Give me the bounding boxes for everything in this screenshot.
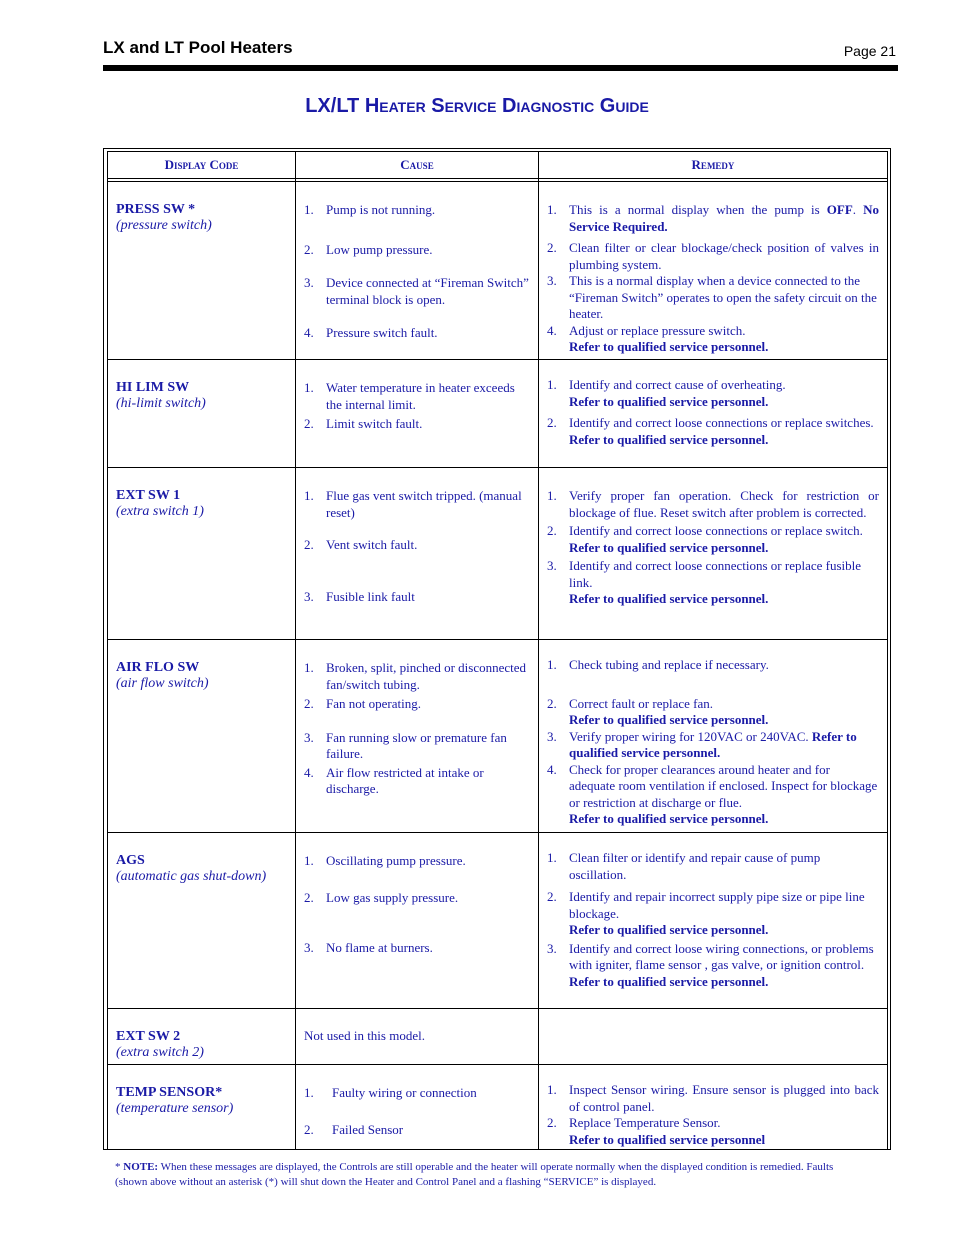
display-code: EXT SW 2 <box>116 1029 181 1044</box>
cause-item: 3. Fan running slow or premature fan failure. <box>304 729 507 761</box>
cause-item: 2. Failed Sensor <box>304 1121 404 1137</box>
remedy-item: 2. Correct fault or replace fan. Refer to qualified service personnel. <box>547 695 769 727</box>
remedy-item: 3. Identify and correct loose wiring connections, or problems with igniter, flame sensor , gas valve, or ignition control. Refer to qualified service personnel. <box>547 940 874 989</box>
remedy-item: 2. Replace Temperature Sensor. Refer to qualified service personnel <box>547 1115 766 1147</box>
display-code-desc: (pressure switch) <box>116 218 212 233</box>
cause-item: 3. Device connected at “Fireman Switch” terminal block is open. <box>304 275 529 307</box>
cause-item: 1. Pump is not running. <box>304 202 436 217</box>
display-code-cell <box>108 640 296 833</box>
cause-cell <box>296 640 539 833</box>
display-code-cell <box>108 468 296 640</box>
remedy-item: 1. Verify proper fan operation. Check for restriction or blockage of flue. Reset switch after problem is corrected. <box>547 488 879 520</box>
remedy-item: 1. Identify and correct cause of overheating. Refer to qualified service personnel. <box>547 377 786 409</box>
cause-cell <box>296 468 539 640</box>
cause-item: 2. Vent switch fault. <box>304 537 418 552</box>
cause-item: 2. Fan not operating. <box>304 696 421 711</box>
display-code: EXT SW 1 <box>116 488 181 503</box>
display-code: AGS <box>116 853 145 868</box>
document-title: LX and LT Pool Heaters <box>103 38 293 57</box>
remedy-item: 2. Clean filter or clear blockage/check position of valves in plumbing system. <box>547 240 879 272</box>
display-code-desc: (air flow switch) <box>116 676 209 691</box>
remedy-item: 1. Clean filter or identify and repair cause of pump oscillation. <box>547 850 821 882</box>
cause-item: 4. Pressure switch fault. <box>304 325 438 340</box>
remedy-item: 1. Inspect Sensor wiring. Ensure sensor is plugged into back of control panel. <box>547 1082 879 1114</box>
display-code-cell <box>108 182 296 360</box>
cause-item: 3. Fusible link fault <box>304 588 415 604</box>
remedy-item: 4. Adjust or replace pressure switch. Refer to qualified service personnel. <box>547 322 769 354</box>
footnote: * NOTE: When these messages are displayed, the Controls are still operable and the heater will operate normally when the displayed condition is remedied. Faults (shown above without an asterisk (*) will shut down the Heater and Control Panel and a flashing “SERVICE” is displayed. <box>115 1161 834 1188</box>
remedy-cell <box>539 360 888 468</box>
display-code-desc: (hi-limit switch) <box>116 396 206 411</box>
cause-item: 1. Broken, split, pinched or disconnected fan/switch tubing. <box>304 660 527 692</box>
col-header-cause: Cause <box>296 152 539 179</box>
display-code: TEMP SENSOR* <box>116 1085 223 1100</box>
display-code: PRESS SW * <box>116 202 196 217</box>
cause-item: 1. Flue gas vent switch tripped. (manual reset) <box>304 488 522 520</box>
header-rule <box>103 65 898 71</box>
cause-item: 3. No flame at burners. <box>304 940 433 955</box>
cause-cell <box>296 833 539 1009</box>
remedy-item: 3. Identify and correct loose connections or replace fusible link. Refer to qualified service personnel. <box>547 558 862 606</box>
diagnostic-table-frame <box>103 148 891 1150</box>
display-code-desc: (extra switch 1) <box>116 504 204 519</box>
remedy-item: 4. Check for proper clearances around heater and for adequate room ventilation if enclosed. Inspect for blockage or restriction at discharge or flue. Refer to qualified service personnel. <box>547 761 878 826</box>
cause-item: 1. Water temperature in heater exceeds the internal limit. <box>304 380 515 412</box>
table-row <box>108 182 888 360</box>
remedy-item: 1. Check tubing and replace if necessary. <box>547 657 769 672</box>
remedy-cell <box>539 468 888 640</box>
remedy-item: 3. Verify proper wiring for 120VAC or 240VAC. Refer to qualified service personnel. <box>547 728 857 760</box>
table-row <box>108 468 888 640</box>
cause-cell <box>296 182 539 360</box>
display-code: AIR FLO SW <box>116 660 200 675</box>
display-code-desc: (automatic gas shut-down) <box>116 869 267 884</box>
remedy-cell <box>539 182 888 360</box>
cause-cell <box>296 1009 539 1065</box>
cause-cell <box>296 1065 539 1150</box>
guide-title: LX/LT Heater Service Diagnostic Guide <box>305 95 649 117</box>
cause-item: 2. Low gas supply pressure. <box>304 889 459 905</box>
diagnostic-table <box>107 151 888 1150</box>
footnote-label: NOTE: <box>123 1161 159 1173</box>
col-header-display-code: Display Code <box>108 152 296 179</box>
display-code-desc: (temperature sensor) <box>116 1101 234 1116</box>
display-code-desc: (extra switch 2) <box>116 1045 204 1060</box>
remedy-cell <box>539 640 888 833</box>
remedy-item: 1. This is a normal display when the pump is OFF. No Service Required. <box>547 202 879 234</box>
display-code-cell <box>108 1065 296 1150</box>
cause-item: 2. Low pump pressure. <box>304 241 433 257</box>
cause-item: 1. Faulty wiring or connection <box>304 1085 477 1100</box>
table-row <box>108 640 888 833</box>
page-number: Page 21 <box>843 43 896 59</box>
remedy-cell <box>539 1009 888 1065</box>
remedy-item: 2. Identify and repair incorrect supply pipe size or pipe line blockage. Refer to qualified service personnel. <box>547 889 865 937</box>
cause-item: 1. Oscillating pump pressure. <box>304 853 466 868</box>
display-code: HI LIM SW <box>116 380 190 395</box>
col-header-remedy: Remedy <box>539 152 888 179</box>
footnote-text: When these messages are displayed, the Controls are still operable and the heater will operate normally when the displayed condition is remedied. Faults (shown above without an asterisk (*) will shut down the Heater and Control Panel and a flashing “SERVICE” is displayed. <box>115 1161 834 1188</box>
cause-item: 2. Limit switch fault. <box>304 416 423 431</box>
cause-text: Not used in this model. <box>304 1028 425 1043</box>
display-code-cell <box>108 360 296 468</box>
table-row <box>108 833 888 1009</box>
remedy-cell <box>539 833 888 1009</box>
remedy-item: 3. This is a normal display when a device connected to the “Fireman Switch” operates to open the safety circuit on the heater. <box>547 273 877 321</box>
cause-item: 4. Air flow restricted at intake or discharge. <box>304 764 484 796</box>
table-row <box>108 1009 888 1065</box>
remedy-cell <box>539 1065 888 1150</box>
display-code-cell <box>108 1009 296 1065</box>
cause-cell <box>296 360 539 468</box>
display-code-cell <box>108 833 296 1009</box>
remedy-item: 2. Identify and correct loose connections or replace switches. Refer to qualified service personnel. <box>547 415 874 447</box>
remedy-item: 2. Identify and correct loose connections or replace switch. Refer to qualified service personnel. <box>547 523 863 555</box>
table-row <box>108 1065 888 1150</box>
table-header-row <box>108 152 888 179</box>
table-row <box>108 360 888 468</box>
